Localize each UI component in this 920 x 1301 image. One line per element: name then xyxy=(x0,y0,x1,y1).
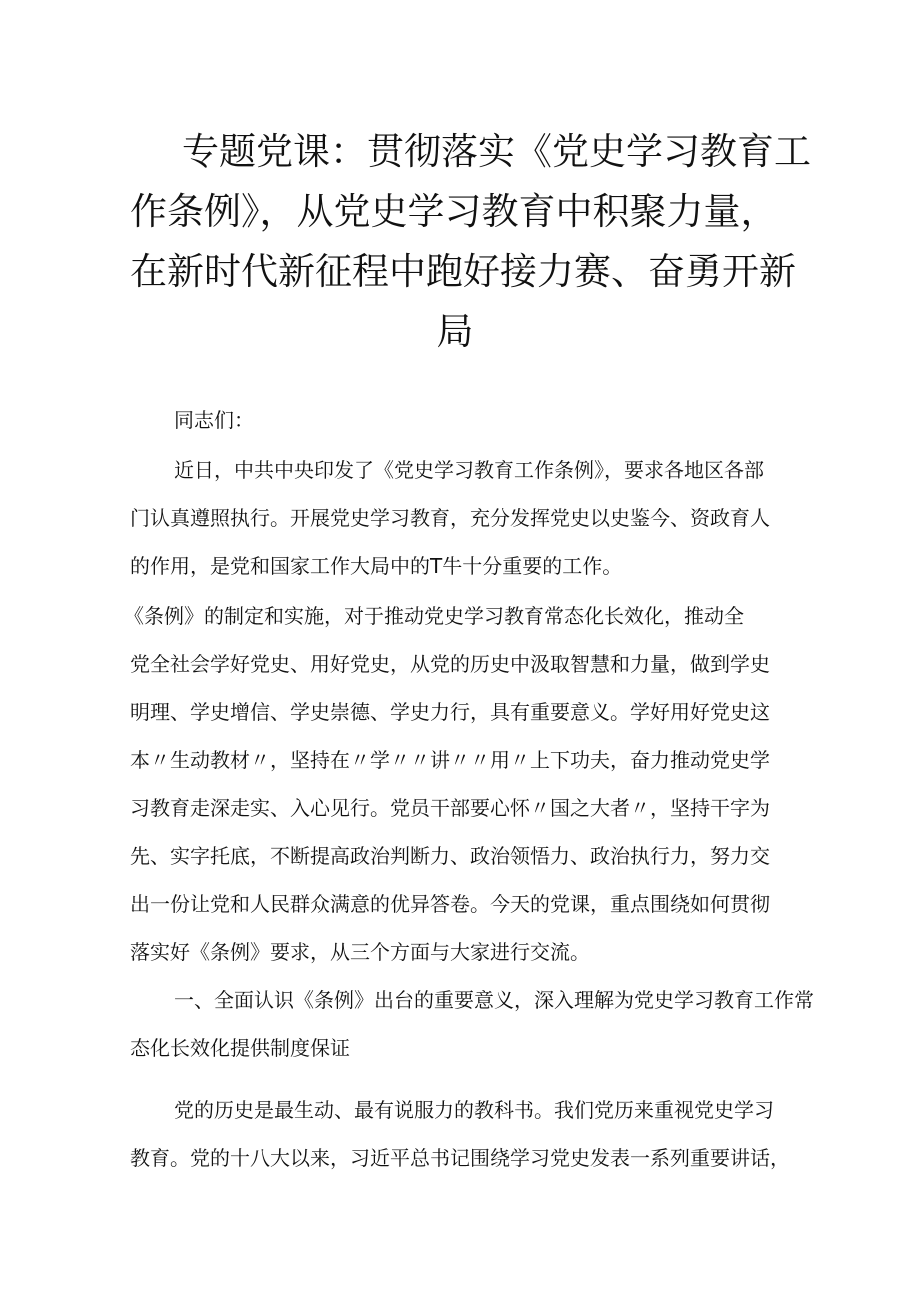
section-heading-1-line-2: 态化长效化提供制度保证 xyxy=(130,1036,350,1060)
paragraph-2-line-8: 落实好《条例》要求，从三个方面与大家进行交流。 xyxy=(130,940,590,964)
section-heading-1-line-1: 一、全面认识《条例》出台的重要意义，深入理解为党史学习教育工作常 xyxy=(174,988,814,1012)
paragraph-2-line-3: 明理、学史增信、学史崇德、学史力行，具有重要意义。学好用好党史这 xyxy=(130,700,770,724)
paragraph-2-line-5: 习教育走深走实、入心见行。党员干部要心怀〃国之大者〃，坚持干字为 xyxy=(130,796,770,820)
paragraph-1-line-1: 近日，中共中央印发了《党史学习教育工作条例》，要求各地区各部 xyxy=(174,458,764,482)
title-line-3: 在新时代新征程中跑好接力赛、奋勇开新 xyxy=(130,250,796,293)
paragraph-1-line-2: 门认真遵照执行。开展党史学习教育，充分发挥党史以史鉴今、资政育人 xyxy=(130,506,770,530)
section-heading-1 xyxy=(130,976,814,1072)
salutation xyxy=(130,396,790,444)
title-line-4: 局 xyxy=(436,310,474,353)
paragraph-3-line-2: 教育。党的十八大以来，习近平总书记围绕学习党史发表一系列重要讲话， xyxy=(130,1146,790,1170)
salutation-text: 同志们： xyxy=(174,408,254,432)
paragraph-3-line-1: 党的历史是最生动、最有说服力的教科书。我们党历来重视党史学习 xyxy=(174,1098,774,1122)
paragraph-1 xyxy=(130,446,790,590)
paragraph-2-line-4: 本〃生动教材〃，坚持在〃学〃〃讲〃〃用〃上下功夫，奋力推动党史学 xyxy=(130,748,770,772)
paragraph-1-line-3: 的作用，是党和国家工作大局中的T牛十分重要的工作。 xyxy=(130,554,623,578)
paragraph-2-line-2: 党全社会学好党史、用好党史，从党的历史中汲取智慧和力量，做到学史 xyxy=(130,652,770,676)
title-line-2: 作条例》，从党史学习教育中积聚力量， xyxy=(130,190,778,233)
document-title xyxy=(130,122,811,362)
paragraph-2-line-6: 先、实字托底，不断提高政治判断力、政治领悟力、政治执行力，努力交 xyxy=(130,844,770,868)
paragraph-2 xyxy=(124,592,790,976)
title-line-1: 专题党课：贯彻落实《党史学习教育工 xyxy=(182,130,811,173)
paragraph-2-line-1: 《条例》的制定和实施，对于推动党史学习教育常态化长效化，推动全 xyxy=(124,604,744,628)
paragraph-2-line-7: 出一份让党和人民群众满意的优异答卷。今天的党课，重点围绕如何贯彻 xyxy=(130,892,770,916)
paragraph-3 xyxy=(130,1086,790,1182)
